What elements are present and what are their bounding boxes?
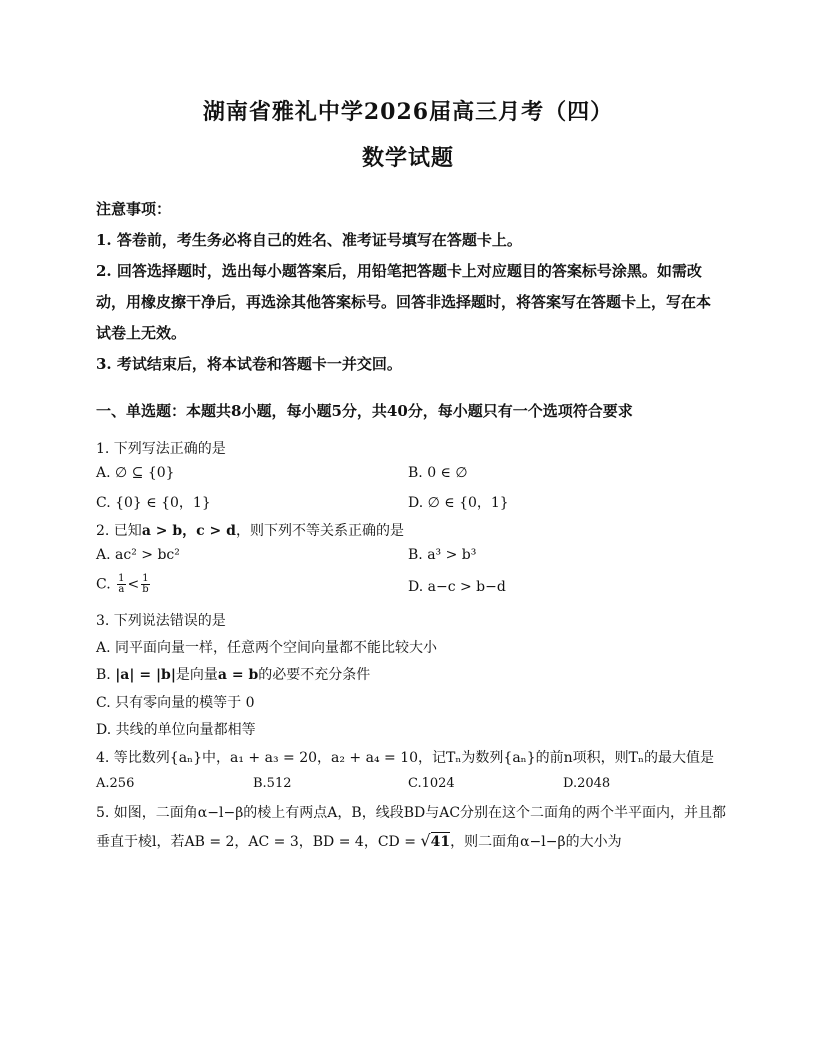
q1-stem: 1. 下列写法正确的是 bbox=[96, 441, 226, 457]
q4-stem: 4. 等比数列{aₙ}中，a₁ + a₃ = 20，a₂ + a₄ = 10，记Tₙ为数列{aₙ}的前n项积，则Tₙ的最大值是 bbox=[96, 750, 715, 766]
q4-option-d: D.2048 bbox=[563, 776, 611, 791]
q2-stem bbox=[96, 520, 404, 540]
q3-option-c: C. 只有零向量的模等于 0 bbox=[96, 695, 255, 711]
q2-option-c-label: C. bbox=[96, 576, 111, 593]
q4-option-c: C.1024 bbox=[408, 776, 455, 791]
section-heading: 一、单选题：本题共8小题，每小题5分，共40分，每小题只有一个选项符合要求 bbox=[96, 402, 633, 420]
q1-option-d: D. ∅ ∈ {0，1} bbox=[408, 495, 509, 511]
page-subtitle: 数学试题 bbox=[361, 145, 454, 171]
frac-numerator: 1 bbox=[118, 573, 125, 584]
q4-option-a: A.256 bbox=[96, 776, 135, 791]
q5-line-2-post: ，则二面角α−l−β的大小为 bbox=[450, 834, 622, 850]
q1-option-a: A. ∅ ⊆ {0} bbox=[96, 465, 175, 481]
frac-denominator: a bbox=[118, 584, 125, 595]
page-title: 湖南省雅礼中学2026届高三月考（四） bbox=[202, 99, 614, 125]
less-than-sign: < bbox=[127, 576, 140, 593]
q5-line-1: 5. 如图，二面角α−l−β的棱上有两点A，B，线段BD与AC分别在这个二面角的两个半平面内，并且都 bbox=[96, 805, 727, 821]
q1-option-b: B. 0 ∈ ∅ bbox=[408, 465, 468, 481]
frac-numerator: 1 bbox=[142, 573, 149, 584]
q2-stem-math: a > b，c > d bbox=[141, 523, 236, 539]
q2-stem-pre: 2. 已知 bbox=[96, 523, 142, 539]
q2-option-b: B. a³ > b³ bbox=[408, 547, 477, 563]
q4-option-b: B.512 bbox=[253, 776, 292, 791]
q2-stem-post: ，则下列不等关系正确的是 bbox=[235, 523, 404, 539]
q3-option-b-label: B. bbox=[96, 667, 111, 683]
q3-option-b-math1: |a| = |b| bbox=[115, 667, 176, 683]
q1-option-c: C. {0} ∈ {0，1} bbox=[96, 495, 211, 511]
q3-option-a: A. 同平面向量一样，任意两个空间向量都不能比较大小 bbox=[96, 640, 438, 656]
q2-option-a: A. ac² > bc² bbox=[96, 547, 180, 563]
fraction-1-over-a bbox=[117, 574, 125, 595]
sqrt-sign: √ bbox=[420, 831, 431, 850]
q3-option-b-mid: 是向量 bbox=[175, 667, 218, 683]
notice-heading: 注意事项： bbox=[96, 200, 172, 218]
notice-item-2: 2. 回答选择题时，选出每小题答案后，用铅笔把答题卡上对应题目的答案标号涂黑。如需改动，用橡皮擦干净后，再选涂其他答案标号。回答非选择题时，将答案写在答题卡上，写在本试卷上无效。 bbox=[96, 262, 712, 342]
sqrt-radicand: 41 bbox=[430, 834, 451, 850]
q5-line-2-pre: 垂直于棱l，若AB = 2，AC = 3，BD = 4，CD = bbox=[96, 834, 421, 850]
q3-option-b-post: 的必要不充分条件 bbox=[258, 667, 371, 683]
fraction-1-over-b bbox=[141, 574, 149, 595]
q3-option-b bbox=[96, 664, 370, 684]
q2-option-d: D. a−c > b−d bbox=[408, 579, 506, 595]
q3-option-b-math2: a = b bbox=[217, 667, 259, 683]
q2-option-c bbox=[96, 574, 152, 595]
frac-denominator: b bbox=[142, 584, 149, 595]
notice-item-3: 3. 考试结束后，将本试卷和答题卡一并交回。 bbox=[96, 355, 402, 373]
q3-option-d: D. 共线的单位向量都相等 bbox=[96, 722, 256, 738]
q3-stem: 3. 下列说法错误的是 bbox=[96, 613, 226, 629]
q5-line-2 bbox=[96, 831, 622, 851]
notice-item-1: 1. 答卷前，考生务必将自己的姓名、准考证号填写在答题卡上。 bbox=[96, 231, 522, 249]
